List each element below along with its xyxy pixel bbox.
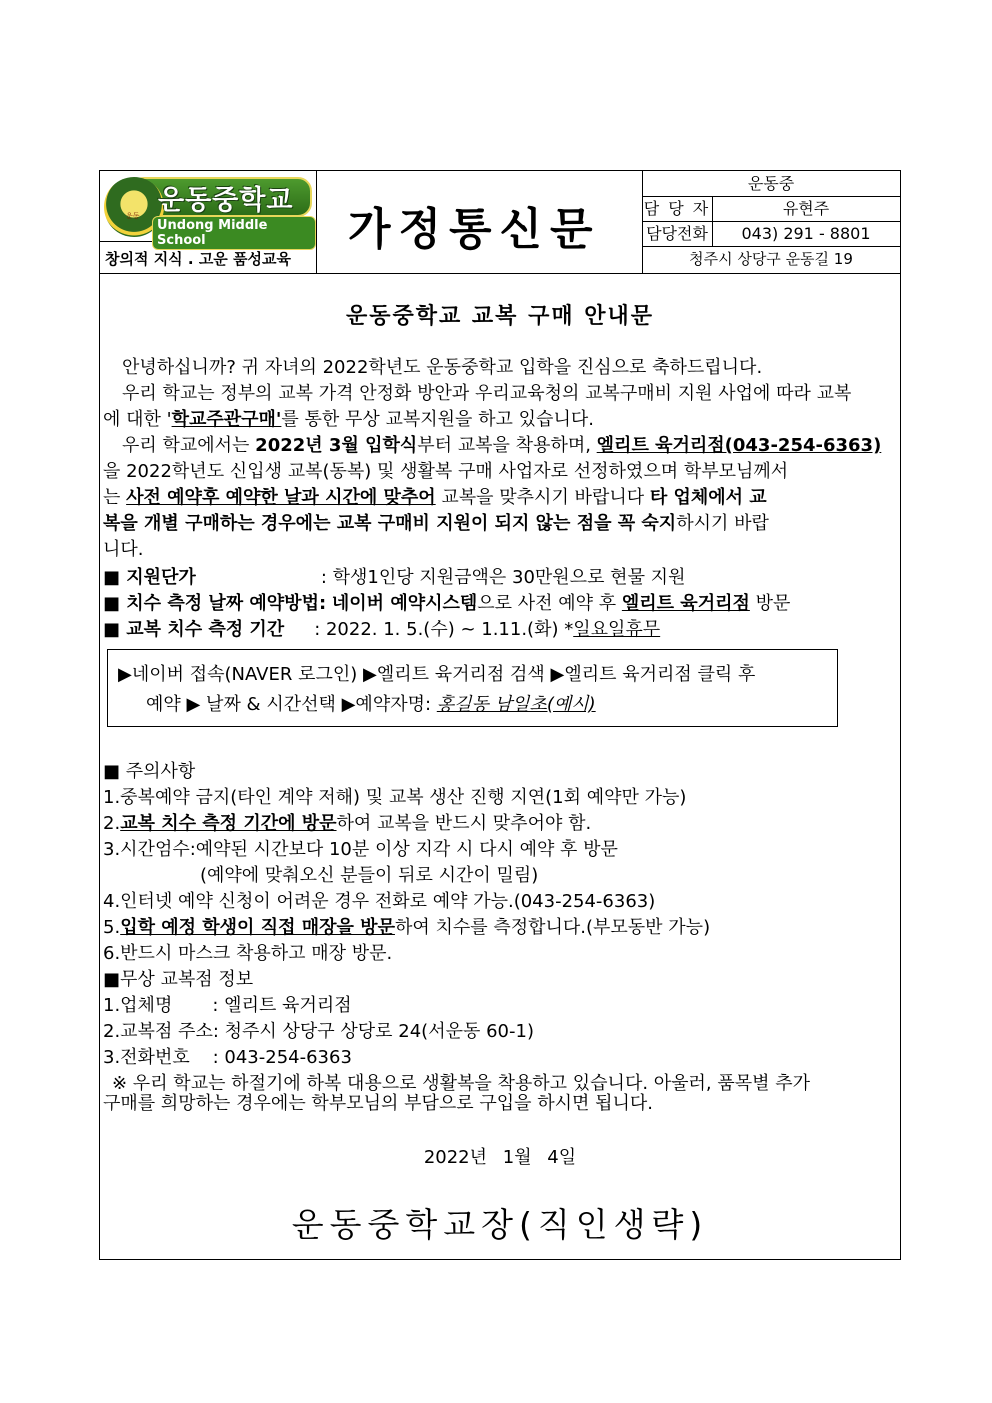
school-logo xyxy=(100,171,317,248)
note-2: 2.교복 치수 측정 기간에 방문하여 교복을 반드시 맞추어야 함. xyxy=(103,813,592,834)
school-name: 운동중 xyxy=(642,171,900,197)
note-5: 5.입학 예정 학생이 직접 매장을 방문하여 치수를 측정합니다.(부모동반 가능) xyxy=(103,917,711,938)
period-item: ■ 교복 치수 측정 기간 : 2022. 1. 5.(수) ~ 1.11.(화) *일요일휴무 xyxy=(103,619,661,640)
logo-subtext: Undong Middle School xyxy=(152,216,316,250)
logo-text: 운동중학교 xyxy=(158,185,294,216)
phone-number: 043) 291 - 8801 xyxy=(741,224,871,243)
paragraph-vendor: 우리 학교에서는 2022년 3월 입학식부터 교복을 착용하며, 엘리트 육거리점(043-254-6363) xyxy=(122,435,882,456)
support-item: ■ 지원단가 : 학생1인당 지원금액은 30만원으로 현물 지원 xyxy=(103,567,686,588)
paragraph-policy-cont: 에 대한 '학교주관구매'를 통한 무상 교복지원을 하고 있습니다. xyxy=(103,409,594,430)
paragraph-vendor-4: 복을 개별 구매하는 경우에는 교복 구매비 지원이 되지 않는 점을 꼭 숙지하시기 바랍 xyxy=(103,513,769,534)
paragraph-policy: 우리 학교는 정부의 교복 가격 안정화 방안과 우리교육청의 교복구매비 지원 사업에 따라 교복 xyxy=(122,383,852,404)
steps-line-1: ▶네이버 접속(NAVER 로그인) ▶엘리트 육거리점 검색 ▶엘리트 육거리점 클릭 후 xyxy=(118,664,756,685)
paragraph-vendor-5: 니다. xyxy=(103,539,144,560)
notice-frame xyxy=(99,170,901,1260)
page-title: 가정통신문 xyxy=(348,204,601,255)
manager-row xyxy=(642,196,900,222)
school-emblem-icon: 운동 xyxy=(104,177,164,237)
shop-heading: ■무상 교복점 정보 xyxy=(103,969,254,990)
note-4: 4.인터넷 예약 신청이 어려운 경우 전화로 예약 가능.(043-254-6363) xyxy=(103,891,656,912)
motto-cell xyxy=(100,241,317,273)
remark-line-1: ※ 우리 학교는 하절기에 하복 대용으로 생활복을 착용하고 있습니다. 아울러, 품목별 추가 xyxy=(112,1073,811,1094)
title-cell xyxy=(316,171,643,273)
steps-line-2: 예약 ▶ 날짜 & 시간선택 ▶예약자명: 홍길동 남일초(예시) xyxy=(146,694,596,715)
document-title: 운동중학교 교복 구매 안내문 xyxy=(345,304,654,329)
header-table xyxy=(100,171,900,274)
note-3: 3.시간엄수:예약된 시간보다 10분 이상 지각 시 다시 예약 후 방문 xyxy=(103,839,618,860)
shop-phone: 3.전화번호 : 043-254-6363 xyxy=(103,1047,352,1068)
shop-address: 2.교복점 주소: 청주시 상당구 상당로 24(서운동 60-1) xyxy=(103,1021,534,1042)
note-6: 6.반드시 마스크 착용하고 매장 방문. xyxy=(103,943,393,964)
principal-signature: 운동중학교장(직인생략) xyxy=(291,1205,709,1244)
school-motto: 창의적 지식 . 고운 품성교육 xyxy=(105,250,291,268)
paragraph-vendor-2: 을 2022학년도 신입생 교복(동복) 및 생활복 구매 사업자로 선정하였으며 학부모님께서 xyxy=(103,461,789,482)
manager-name: 유현주 xyxy=(782,199,830,218)
phone-label: 담당전화 xyxy=(642,221,713,246)
school-address: 청주시 상당구 운동길 19 xyxy=(689,250,853,268)
paragraph-vendor-3: 는 사전 예약후 예약한 날과 시간에 맞추어 교복을 맞추시기 바랍니다 타 업체에서 교 xyxy=(103,487,767,508)
manager-label: 담 당 자 xyxy=(642,196,713,221)
remark-line-2: 구매를 희망하는 경우에는 학부모님의 부담으로 구입을 하시면 됩니다. xyxy=(103,1093,654,1114)
phone-row xyxy=(642,221,900,247)
note-1: 1.중복예약 금지(타인 계약 저해) 및 교복 생산 진행 지연(1회 예약만 가능) xyxy=(103,787,687,808)
paragraph-greeting: 안녕하십니까? 귀 자녀의 2022학년도 운동중학교 입학을 진심으로 축하드립니다. xyxy=(122,357,763,378)
notes-heading: ■ 주의사항 xyxy=(103,761,196,782)
reservation-steps-box xyxy=(107,649,838,727)
issue-date: 2022년 1월 4일 xyxy=(423,1147,577,1168)
reservation-item: ■ 치수 측정 날짜 예약방법: 네이버 예약시스템으로 사전 예약 후 엘리트 육거리점 방문 xyxy=(103,593,791,614)
shop-name: 1.업체명 : 엘리트 육거리점 xyxy=(103,995,352,1016)
note-3-sub: (예약에 맞춰오신 분들이 뒤로 시간이 밀림) xyxy=(200,865,539,886)
